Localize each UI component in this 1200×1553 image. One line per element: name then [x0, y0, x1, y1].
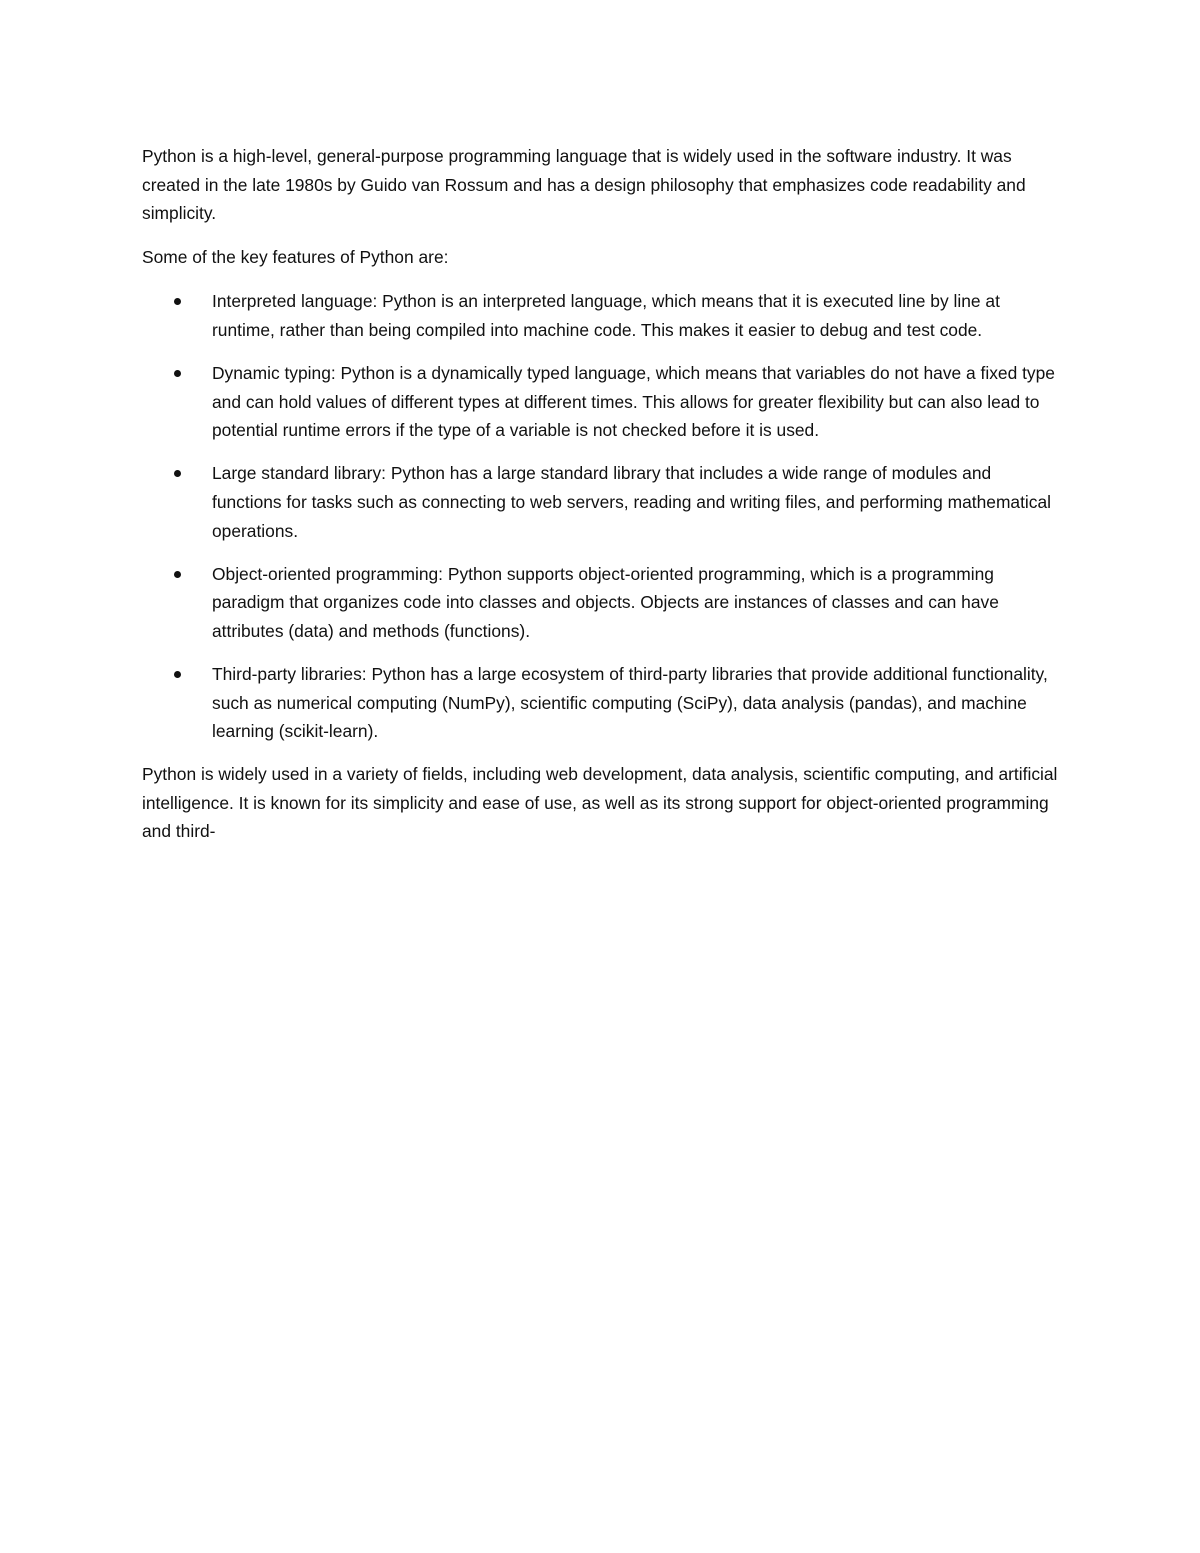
- closing-paragraph: Python is widely used in a variety of fields, including web development, data analysis, scientific computing, and artificial intelligence. It is known for its simplicity and ease of use, as well as its strong support for object-oriented programming and third-: [142, 764, 1058, 842]
- list-item-text: Third-party libraries: Python has a large ecosystem of third-party libraries that provide additional functionality, such as numerical computing (NumPy), scientific computing (SciPy), data analysis (pandas), and machine learning (scikit-learn).: [212, 663, 1048, 742]
- bullet-icon: [174, 571, 181, 578]
- bullet-icon: [174, 470, 181, 477]
- document-body: [142, 142, 1062, 862]
- list-item: [142, 560, 1062, 646]
- bullet-icon: [174, 298, 181, 305]
- list-item-text: Dynamic typing: Python is a dynamically typed language, which means that variables do not have a fixed type and can hold values of different types at different times. This allows for greater flexibility but can also lead to potential runtime errors if the type of a variable is not checked before it is used.: [212, 363, 1055, 441]
- list-item-text: Large standard library: Python has a large standard library that includes a wide range of modules and functions for tasks such as connecting to web servers, reading and writing files, and performing mathematical operations.: [212, 463, 1052, 541]
- list-item: [142, 287, 1062, 344]
- features-lead-in: Some of the key features of Python are:: [142, 246, 449, 267]
- list-item-text: Interpreted language: Python is an interpreted language, which means that it is executed line by line at runtime, rather than being compiled into machine code. This makes it easier to debug and test code.: [212, 291, 1000, 340]
- bullet-icon: [174, 370, 181, 377]
- list-item-text: Object-oriented programming: Python supports object-oriented programming, which is a programming paradigm that organizes code into classes and objects. Objects are instances of classes and can have attributes (data) and methods (functions).: [212, 563, 999, 641]
- list-item: [142, 359, 1062, 445]
- bullet-icon: [174, 671, 181, 678]
- list-item: [142, 660, 1062, 746]
- list-item: [142, 459, 1062, 545]
- intro-paragraph: Python is a high-level, general-purpose programming language that is widely used in the software industry. It was created in the late 1980s by Guido van Rossum and has a design philosophy that emphasizes code readability and simplicity.: [142, 146, 1026, 224]
- features-list: [142, 287, 1062, 745]
